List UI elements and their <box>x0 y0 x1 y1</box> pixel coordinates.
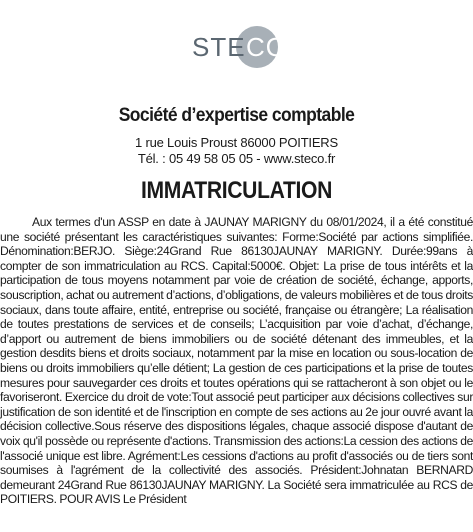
notice-title: IMMATRICULATION <box>140 177 333 204</box>
company-address: 1 rue Louis Proust 86000 POITIERS <box>135 135 338 150</box>
logo-text-co: CO <box>246 32 287 62</box>
company-contact: Tél. : 05 49 58 05 05 - www.steco.fr <box>137 151 336 166</box>
notice-body: Aux termes d'un ASSP en date à JAUNAY MARIGNY du 08/01/2024, il a été constitué une société présentant les caractéristiques suivantes: Forme:Société par actions simplifiée. Dénomination:BERJO. Siège:24Grand Rue 86130JAUNAY MARIGNY. Durée:99ans à compter de son immatriculation au RCS. Capital:5000€. Objet: La prise de tous intérêts et la participation de tous moyens notamment par voie de création de société, échange, apports, souscription, achat ou autrement d’actions, d’obligations, de valeurs mobilières et de tous droits sociaux, dans toute affaire, entité, entreprise ou société, française ou étrangère; La réalisation de toutes prestations de services et de conseils; L’acquisition par voie d’achat, d’échange, d’apport ou autrement de biens immobiliers ou de société détenant des immeubles, et la gestion desdits biens et droits sociaux, notamment par la mise en location ou sous-location de biens ou droits immobiliers qu’elle détient; La gestion de ces participations et la prise de toutes mesures pour sauvegarder ces droits et toutes opérations qui se rattacheront à son objet ou le favoriseront. Exercice du droit de vote:Tout associé peut participer aux décisions collectives sur justification de son identité et de l'inscription en compte de ses actions au 2e jour ouvré avant la décision collective.Sous réserve des dispositions légales, chaque associé dispose d'autant de voix qu'il possède ou représente d'actions. Transmission des actions:La cession des actions de l'associé unique est libre. Agrément:Les cessions d'actions au profit d'associés ou de tiers sont soumises à l'agrément de la collectivité des associés. Président:Johnatan BERNARD demeurant 24Grand Rue 86130JAUNAY MARIGNY. La Société sera immatriculée au RCS de POITIERS. POUR AVIS Le Président <box>0 215 473 507</box>
logo-text-ste: STE <box>192 32 246 62</box>
company-name: Société d’expertise comptable <box>118 105 355 126</box>
steco-logo <box>188 24 288 68</box>
